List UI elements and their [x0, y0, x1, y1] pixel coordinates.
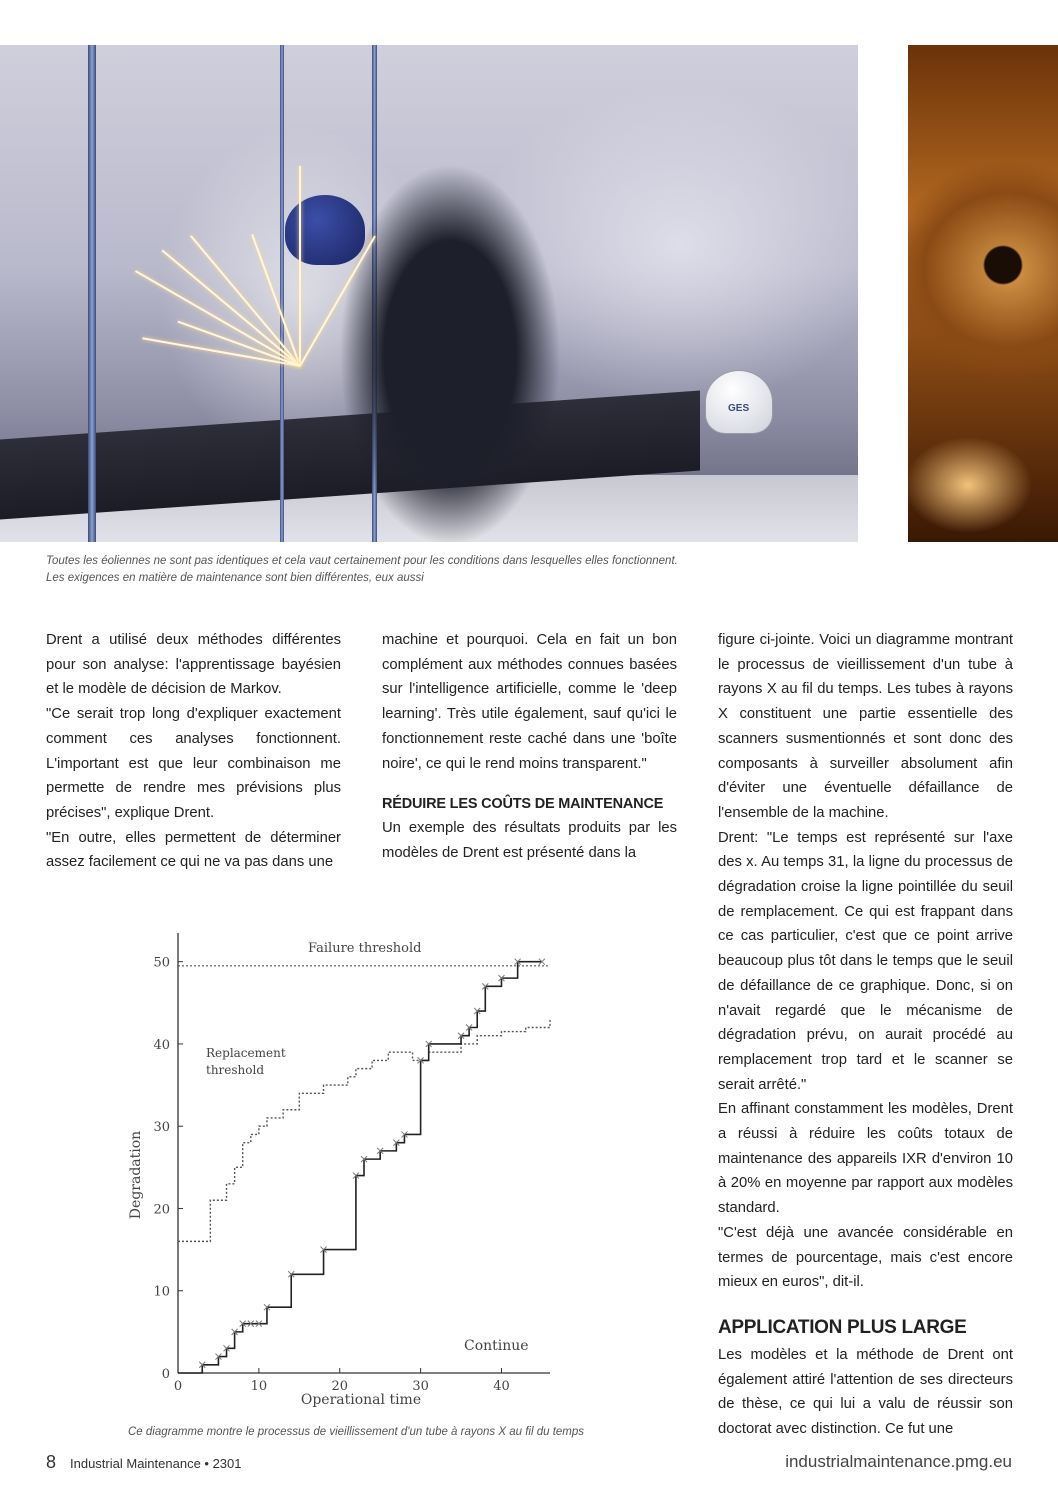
paragraph: "En outre, elles permettent de déterminer assez facilement ce qui ne va pas dans une	[46, 829, 341, 871]
paragraph: Drent a utilisé deux méthodes différentes pour son analyse: l'apprentissage bayésien et le modèle de décision de Markov.	[46, 632, 341, 698]
photo-cable	[88, 45, 96, 542]
y-axis-label: Degradation	[128, 1130, 144, 1220]
paragraph: "C'est déjà une avancée considérable en termes de pourcentage, mais c'est encore mieux en euros", dit-il.	[718, 1224, 1013, 1291]
paragraph: Un exemple des résultats produits par les modèles de Drent est présenté dans la	[382, 820, 677, 861]
paragraph: figure ci-jointe. Voici un diagramme montrant le processus de vieillissement d'un tube à rayons X au fil du temps. Les tubes à rayons X constituent une partie essentielle des scanners susmentionnés et sont donc des composants à surveiller absolument afin d'éviter une éventuelle défaillance de l'ensemble de la machine.	[718, 632, 1013, 821]
paragraph: machine et pourquoi. Cela en fait un bon complément aux méthodes connues basées sur l'intelligence artificielle, comme le 'deep learning'. Très utile également, sauf qu'ici le fonctionnement reste caché dans une 'boîte noire', ce qui le rend moins transparent."	[382, 632, 677, 772]
article-column-3	[718, 628, 1013, 1442]
x-tick-label: 40	[493, 1379, 510, 1394]
x-axis-label: Operational time	[300, 1392, 422, 1408]
x-tick-label: 10	[250, 1379, 268, 1394]
failure-threshold-label: Failure threshold	[308, 941, 422, 956]
article-photo-xray-tube	[908, 45, 1058, 542]
section-subheading: RÉDUIRE LES COÛTS DE MAINTENANCE	[382, 796, 664, 813]
photo-caption	[46, 553, 806, 587]
article-column-1	[46, 628, 341, 875]
paragraph: "Ce serait trop long d'expliquer exactement comment ces analyses fonctionnent. L'important est que leur combinaison me permette de rendre mes prévisions plus précises", explique Drent.	[46, 706, 341, 821]
degradation-chart	[118, 925, 558, 1415]
x-tick-label: 20	[331, 1379, 349, 1394]
publication-name: Industrial Maintenance • 2301	[70, 1456, 242, 1471]
photo-hard-hat	[705, 370, 773, 434]
article-photo-welder	[0, 45, 858, 542]
degradation-line	[178, 962, 542, 1373]
y-tick-label: 50	[153, 955, 170, 971]
photo-caption-line: Les exigences en matière de maintenance sont bien différentes, eux aussi	[46, 572, 424, 584]
degradation-chart-svg	[118, 925, 558, 1415]
photo-cable	[280, 45, 284, 542]
y-tick-label: 40	[153, 1037, 170, 1053]
photo-hard-hat-text: GES	[728, 403, 750, 414]
paragraph: En affinant constamment les modèles, Drent a réussi à réduire les coûts totaux de maintenance des appareils IXR d'environ 10 à 20% en moyenne par rapport aux modèles standard.	[718, 1101, 1013, 1217]
y-tick-label: 30	[153, 1120, 170, 1136]
chart-axes	[178, 933, 550, 1373]
page-number: 8	[46, 1452, 57, 1472]
photo-worker-helmet	[285, 195, 365, 265]
x-tick-label: 0	[173, 1379, 183, 1394]
paragraph: Drent: "Le temps est représenté sur l'axe des x. Au temps 31, la ligne du processus de dégradation croise la ligne pointillée du seuil de remplacement. Ce qui est frappant dans ce cas particulier, c'est que ce point arrive beaucoup plus tôt dans le temps que le seuil de défaillance de ce graphique. Donc, si on n'avait regardé que le mécanisme de dégradation prévu, on aurait procédé au remplacement trop tard et le scanner se serait arrêté."	[718, 829, 1013, 1093]
paragraph: Les modèles et la méthode de Drent ont également attiré l'attention de ses directeurs de thèse, ce qui lui a valu de réussir son doctorat avec distinction. Ce fut une	[718, 1346, 1013, 1438]
photo-spark	[299, 166, 301, 366]
chart-markers	[199, 959, 545, 1368]
chart-caption: Ce diagramme montre le processus de vieillissement d'un tube à rayons X au fil du temps	[127, 1426, 585, 1438]
y-tick-label: 10	[153, 1284, 170, 1300]
article-column-2	[382, 628, 677, 866]
x-tick-label: 30	[412, 1379, 429, 1394]
replacement-threshold-label: Replacement	[206, 1046, 286, 1060]
y-tick-label: 20	[153, 1202, 170, 1218]
chart-series	[178, 962, 550, 1373]
photo-caption-line: Toutes les éoliennes ne sont pas identiques et cela vaut certainement pour les conditions dans lesquelles elles fonctionnent.	[46, 555, 678, 567]
photo-worker	[340, 165, 560, 542]
section-heading: APPLICATION PLUS LARGE	[718, 1316, 967, 1338]
chart-ticks	[153, 956, 509, 1394]
website-link[interactable]: industrialmaintenance.pmg.eu	[785, 1452, 1012, 1471]
replacement-threshold-label: threshold	[206, 1063, 265, 1077]
continue-label: Continue	[464, 1338, 529, 1354]
y-tick-label: 0	[161, 1367, 170, 1382]
